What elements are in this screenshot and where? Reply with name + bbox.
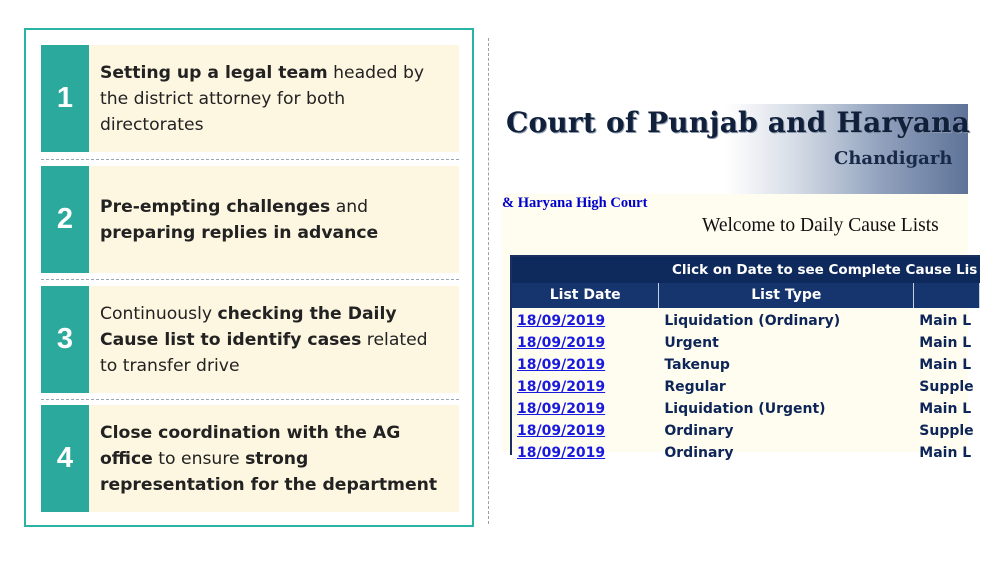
row-list-kind: Main L [919,357,972,373]
high-court-link[interactable]: & Haryana High Court [502,195,648,211]
step-text-content [100,420,447,498]
table-row [512,442,980,464]
row-date-link[interactable]: 18/09/2019 [517,379,606,395]
row-date-link[interactable]: 18/09/2019 [517,401,606,417]
row-list-type: Urgent [664,335,719,351]
step-number: 1 [41,45,89,152]
row-list-type: Liquidation (Ordinary) [664,313,841,329]
row-list-kind: Supple [919,379,974,395]
step-text [89,166,459,273]
row-date-link[interactable]: 18/09/2019 [517,423,606,439]
table-row [512,420,980,442]
column-header-list-date: List Date [512,283,659,308]
table-row [512,332,980,354]
cause-list-screenshot [502,104,978,461]
court-subtitle: Chandigarh [834,148,953,169]
row-list-type: Takenup [664,357,730,373]
step-text-content [100,301,447,379]
row-list-kind: Main L [919,445,972,461]
step-number: 3 [41,286,89,393]
table-row [512,310,980,332]
step-divider [41,159,459,160]
table-body [512,308,980,464]
column-header-list-type: List Type [659,283,914,308]
step-text-plain: and [330,196,369,217]
row-list-kind: Main L [919,313,972,329]
step-text [89,45,459,152]
step-text-bold: strong representation for the department [100,448,438,495]
court-title: Court of Punjab and Haryana [506,106,971,139]
step-text-plain: Continuously [100,303,218,324]
row-date-link[interactable]: 18/09/2019 [517,445,606,461]
table-row [512,354,980,376]
row-list-type: Regular [664,379,726,395]
table-header-row [512,283,980,308]
step-text-content [100,60,447,138]
row-date-link[interactable]: 18/09/2019 [517,335,606,351]
step-divider [41,399,459,400]
step-text-bold: Pre-empting challenges [100,196,331,217]
step-2 [41,166,459,273]
step-text [89,405,459,512]
step-text-bold: Close coordination with the AG office [100,422,401,469]
step-text-plain: related to transfer drive [100,329,428,376]
row-list-type: Ordinary [664,423,734,439]
step-3 [41,286,459,393]
column-header-main [914,283,980,308]
table-row [512,376,980,398]
court-banner [502,104,971,194]
step-divider [41,279,459,280]
step-4 [41,405,459,512]
row-list-kind: Main L [919,335,972,351]
step-text [89,286,459,393]
step-text-plain: headed by the district attorney for both directorates [100,62,425,135]
vertical-divider [488,38,489,524]
row-list-type: Liquidation (Urgent) [664,401,826,417]
table-caption: Click on Date to see Complete Cause Lis [512,257,980,283]
table-row [512,398,980,420]
step-text-content [100,194,447,246]
step-number: 2 [41,166,89,273]
steps-panel [24,28,474,527]
row-list-type: Ordinary [664,445,734,461]
step-text-bold: preparing replies in advance [100,222,379,243]
row-date-link[interactable]: 18/09/2019 [517,357,606,373]
row-date-link[interactable]: 18/09/2019 [517,313,606,329]
step-text-bold: checking the Daily Cause list to identify cases [100,303,397,350]
row-list-kind: Supple [919,423,974,439]
step-text-plain: to ensure [152,448,246,469]
welcome-heading: Welcome to Daily Cause Lists [702,215,939,236]
step-1 [41,45,459,152]
cause-list-table [510,255,980,461]
row-list-kind: Main L [919,401,972,417]
step-text-bold: Setting up a legal team [100,62,328,83]
step-number: 4 [41,405,89,512]
